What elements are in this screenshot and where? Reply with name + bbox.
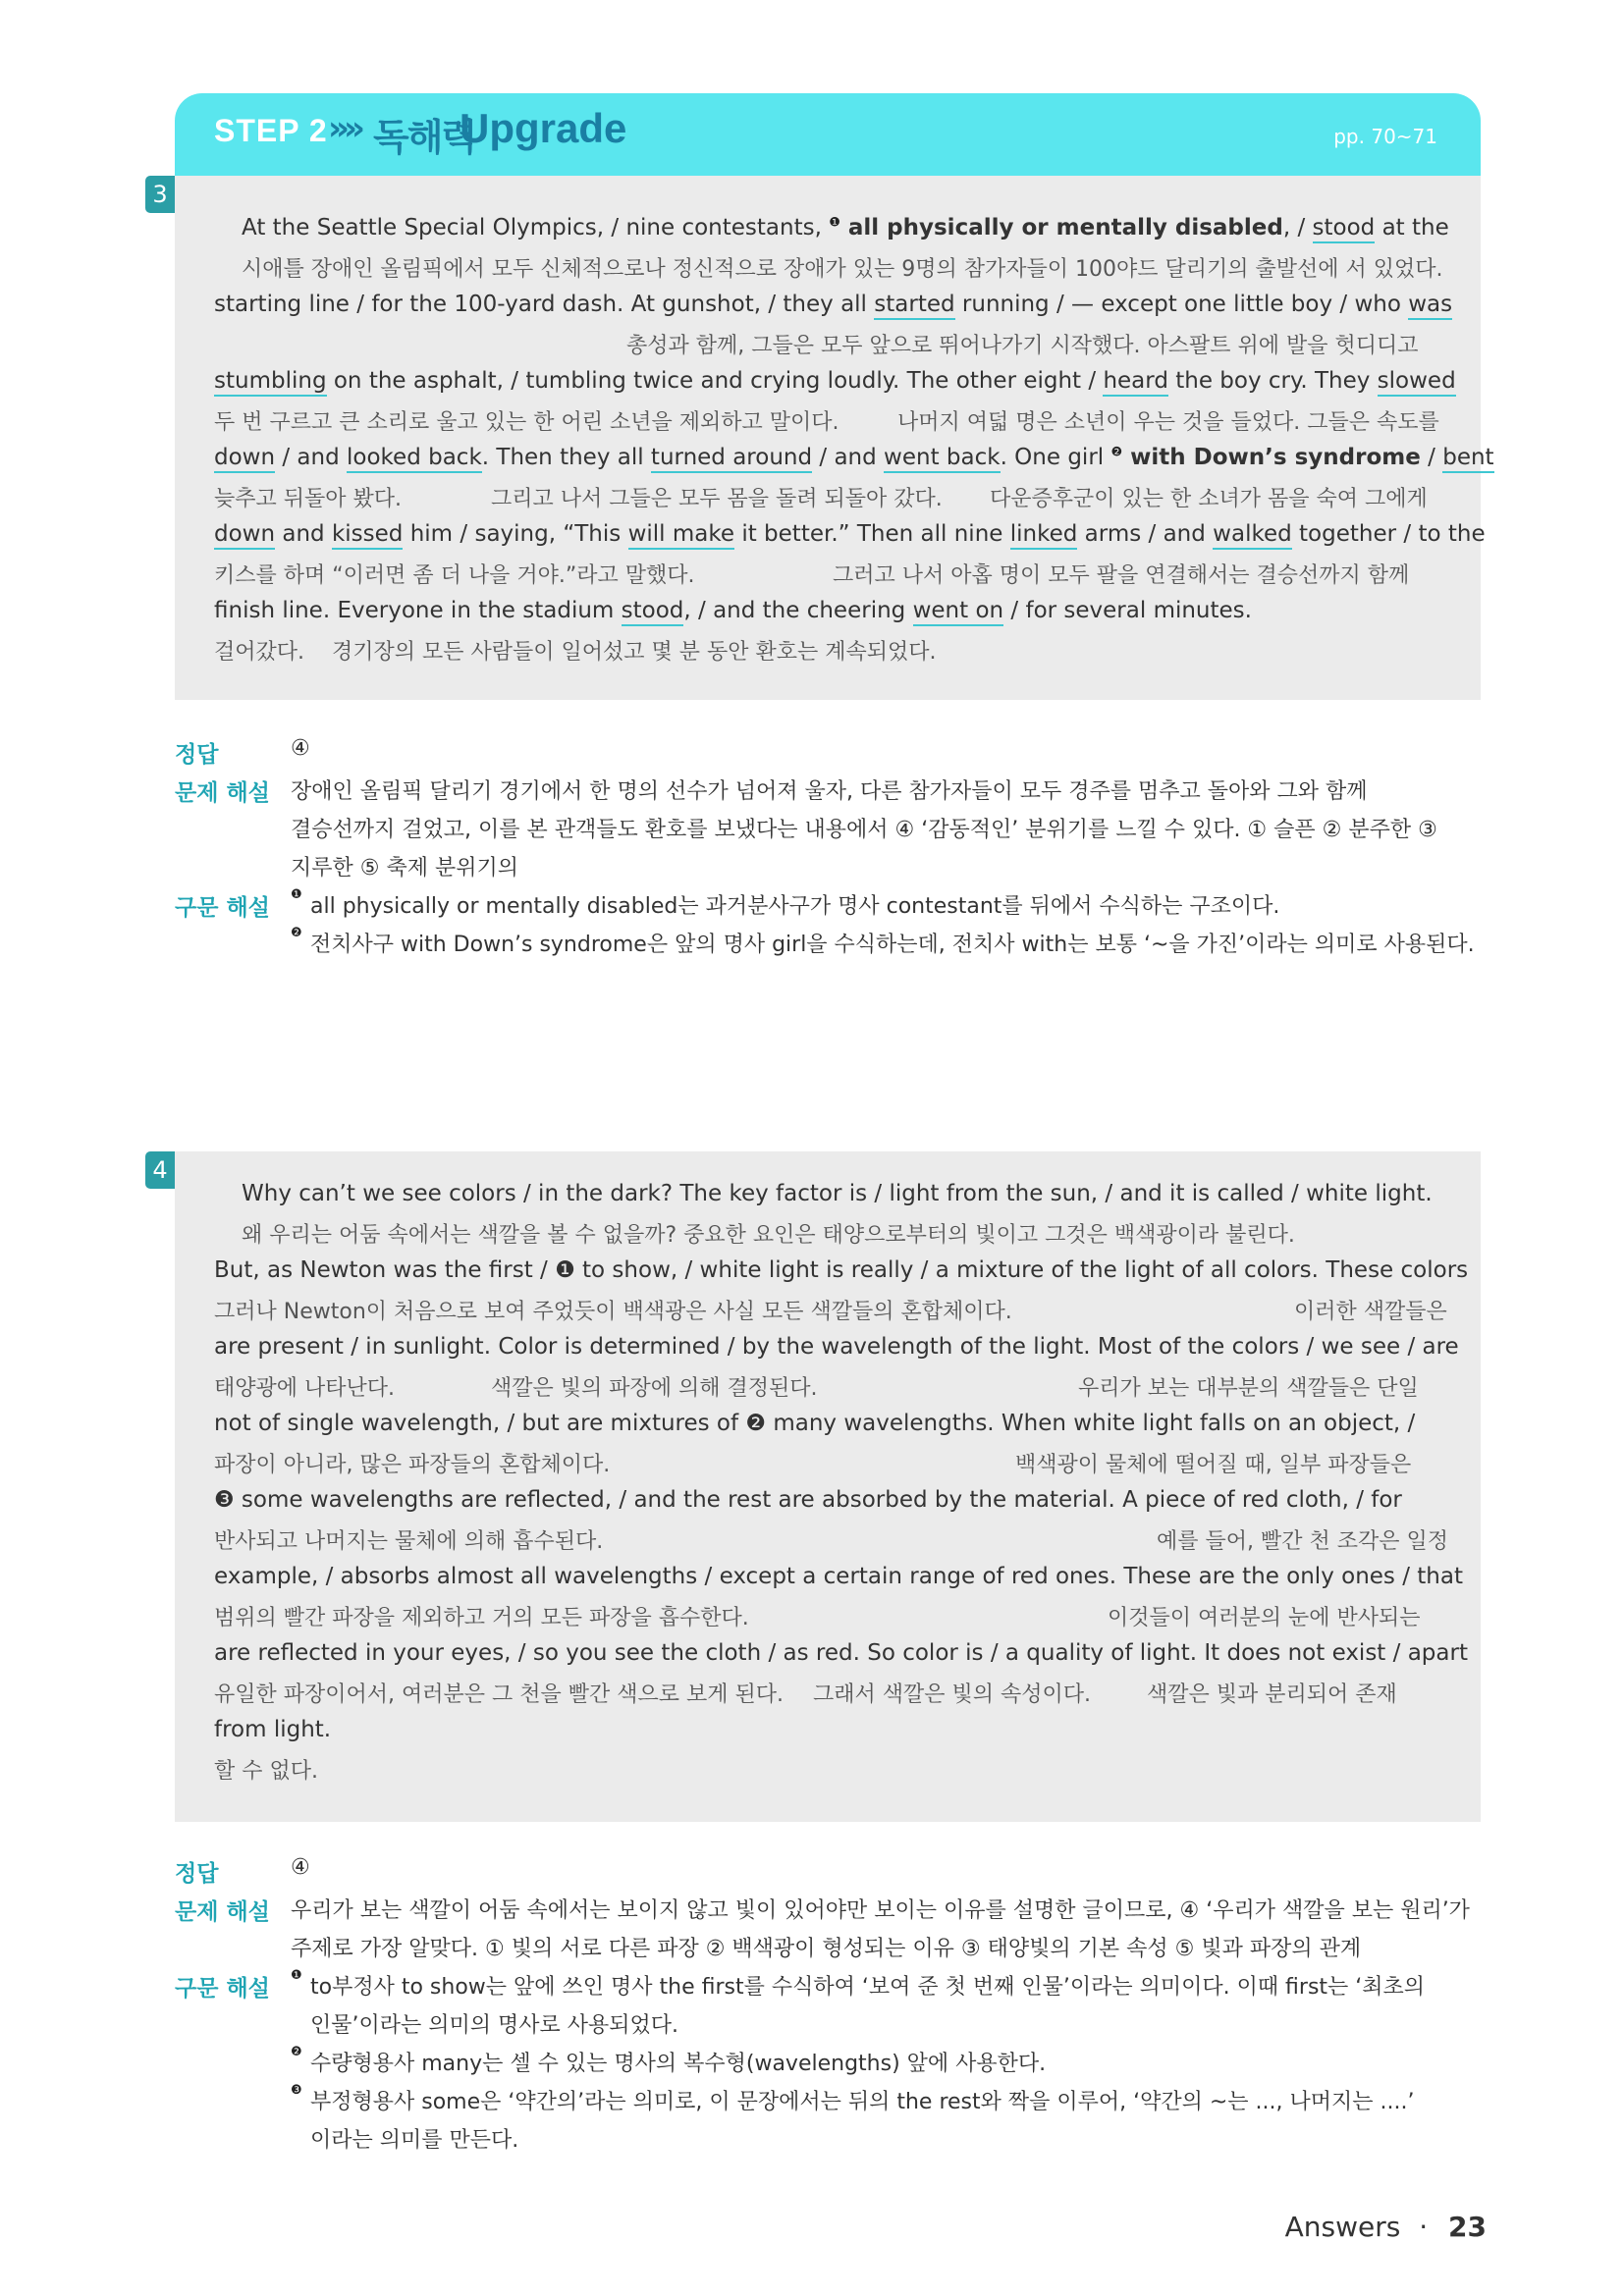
passage-3	[175, 176, 1494, 700]
step-label: STEP 2	[214, 113, 328, 148]
section-title-en: Upgrade	[460, 105, 627, 151]
passage-line-ko: 그래서 색깔은 빛의 속성이다.	[813, 1682, 1091, 1707]
passage-line-en: from light.	[214, 1717, 332, 1742]
passage-line-en: ❸ some wavelengths are reflected, / and the rest are absorbed by the material. A piece of red cloth, / for	[214, 1487, 1402, 1513]
grammar-line: 이라는 의미를 만든다.	[310, 2128, 519, 2153]
grammar-line: to부정사 to show는 앞에 쓰인 명사 the first를 수식하여 ‘보여 준 첫 번째 인물’이라는 의미이다. 이때 first는 ‘최초의	[310, 1975, 1426, 2000]
marker-2: ❷	[291, 2045, 302, 2059]
passage-line-ko: 반사되고 나머지는 물체에 의해 흡수된다.	[214, 1529, 604, 1554]
page-footer	[1285, 2211, 1487, 2243]
section-header	[175, 93, 1481, 176]
passage-line-en: are reflected in your eyes, / so you see the cloth / as red. So color is / a quality of light. It does not exist / apart	[214, 1640, 1468, 1666]
grammar-line: 수량형용사 many는 셀 수 있는 명사의 복수형(wavelengths) 앞에 사용한다.	[310, 2052, 1047, 2076]
explain-line: 지루한 ⑤ 축제 분위기의	[291, 856, 518, 881]
passage-line-en: down and kissed him / saying, “This will make it better.” Then all nine linked arms / and walked together / to the	[214, 521, 1486, 550]
passage-4	[175, 1151, 1481, 1822]
question-number-4: 4	[145, 1151, 175, 1189]
passage-line-ko: 이러한 색깔들은	[1294, 1300, 1447, 1324]
passage-line-en: Why can’t we see colors / in the dark? The key factor is / light from the sun, / and it is called / white light.	[242, 1181, 1433, 1206]
passage-line-ko: 시애틀 장애인 올림픽에서 모두 신체적으로나 정신적으로 장애가 있는 9명의 참가자들이 100야드 달리기의 출발선에 서 있었다.	[242, 257, 1443, 282]
passage-line-ko: 걸어갔다.	[214, 640, 305, 665]
passage-line-ko: 우리가 보는 대부분의 색깔들은 단일	[1078, 1376, 1419, 1401]
grammar-line: 부정형용사 some은 ‘약간의’라는 의미로, 이 문장에서는 뒤의 the rest와 짝을 이루어, ‘약간의 ~는 ..., 나머지는 ....’	[310, 2090, 1415, 2114]
passage-line-ko: 파장이 아니라, 많은 파장들의 혼합체이다.	[214, 1453, 611, 1477]
passage-line-ko: 할 수 없다.	[214, 1759, 318, 1784]
passage-line-ko: 그리고 나서 그들은 모두 몸을 돌려 되돌아 갔다.	[491, 487, 943, 511]
grammar-label: 구문 해설	[175, 1976, 270, 2002]
passage-line-ko: 두 번 구르고 큰 소리로 울고 있는 한 어린 소년을 제외하고 말이다.	[214, 410, 839, 435]
explain-label: 문제 해설	[175, 1899, 270, 1925]
marker-1: ❶	[291, 887, 302, 902]
footer-dot: ·	[1419, 2211, 1429, 2243]
question-number-3: 3	[145, 176, 175, 213]
page-range: pp. 70~71	[1333, 125, 1437, 148]
answer-label: 정답	[175, 1861, 219, 1887]
passage-line-ko: 백색광이 물체에 떨어질 때, 일부 파장들은	[1015, 1453, 1412, 1477]
marker-3: ❸	[291, 2083, 302, 2098]
passage-line-ko: 그러고 나서 아홉 명이 모두 팔을 연결해서는 결승선까지 함께	[833, 563, 1410, 588]
passage-line-ko: 이것들이 여러분의 눈에 반사되는	[1108, 1606, 1421, 1630]
answer-value: ④	[291, 736, 310, 761]
marker-1: ❶	[291, 1968, 302, 1983]
passage-line-en: are present / in sunlight. Color is determined / by the wavelength of the light. Most of the colors / we see / are	[214, 1334, 1459, 1360]
passage-line-ko: 나머지 여덟 명은 소년이 우는 것을 들었다. 그들은 속도를	[897, 410, 1439, 435]
passage-line-ko: 태양광에 나타난다.	[214, 1376, 396, 1401]
passage-line-en: But, as Newton was the first / ❶ to show, / white light is really / a mixture of the light of all colors. These colors	[214, 1257, 1469, 1283]
explain-line: 결승선까지 걸었고, 이를 본 관객들도 환호를 보냈다는 내용에서 ④ ‘감동적인’ 분위기를 느낄 수 있다. ① 슬픈 ② 분주한 ③	[291, 818, 1437, 842]
footer-label: Answers	[1284, 2211, 1401, 2243]
passage-line-en: down / and looked back. Then they all turned around / and went back. One girl $^❷$ with Down’s syndrome / bent	[214, 445, 1494, 473]
passage-line-ko: 범위의 빨간 파장을 제외하고 거의 모든 파장을 흡수한다.	[214, 1606, 749, 1630]
passage-line-ko: 키스를 하며 “이러면 좀 더 나을 거야.”라고 말했다.	[214, 563, 695, 588]
passage-line-ko: 예를 들어, 빨간 천 조각은 일정	[1157, 1529, 1448, 1554]
passage-line-en: starting line / for the 100-yard dash. At gunshot, / they all started running / — except one little boy / who was	[214, 292, 1452, 320]
section-title-ko: 독해력	[373, 116, 476, 159]
passage-line-ko: 경기장의 모든 사람들이 일어섰고 몇 분 동안 환호는 계속되었다.	[332, 640, 937, 665]
grammar-line: 전치사구 with Down’s syndrome은 앞의 명사 girl을 수식하는데, 전치사 with는 보통 ‘~을 가진’이라는 의미로 사용된다.	[310, 933, 1475, 957]
answer-value: ④	[291, 1855, 310, 1880]
passage-line-ko: 유일한 파장이어서, 여러분은 그 천을 빨간 색으로 보게 된다.	[214, 1682, 784, 1707]
explain-line: 주제로 가장 알맞다. ① 빛의 서로 다른 파장 ② 백색광이 형성되는 이유 ③ 태양빛의 기본 속성 ⑤ 빛과 파장의 관계	[291, 1937, 1362, 1961]
page-number: 23	[1448, 2211, 1487, 2243]
passage-line-ko: 그러나 Newton이 처음으로 보여 주었듯이 백색광은 사실 모든 색깔들의 혼합체이다.	[214, 1300, 1012, 1324]
answer-label: 정답	[175, 742, 219, 768]
passage-line-ko: 총성과 함께, 그들은 모두 앞으로 뛰어나가기 시작했다. 아스팔트 위에 발을 헛디디고	[626, 334, 1419, 358]
explain-line: 우리가 보는 색깔이 어둠 속에서는 보이지 않고 빛이 있어야만 보이는 이유를 설명한 글이므로, ④ ‘우리가 색깔을 보는 원리’가	[291, 1898, 1470, 1923]
passage-line-en: At the Seattle Special Olympics, / nine contestants, $^❶$ all physically or mentally disabled, / stood at the	[242, 215, 1449, 243]
passage-line-ko: 왜 우리는 어둠 속에서는 색깔을 볼 수 없을까? 중요한 요인은 태양으로부터의 빛이고 그것은 백색광이라 불린다.	[242, 1223, 1295, 1248]
grammar-label: 구문 해설	[175, 895, 270, 921]
grammar-line: 인물’이라는 의미의 명사로 사용되었다.	[310, 2013, 678, 2038]
passage-line-en: stumbling on the asphalt, / tumbling twice and crying loudly. The other eight / heard the boy cry. They slowed	[214, 368, 1456, 397]
passage-line-ko: 색깔은 빛의 파장에 의해 결정된다.	[491, 1376, 818, 1401]
passage-line-ko: 다운증후군이 있는 한 소녀가 몸을 숙여 그에게	[990, 487, 1428, 511]
passage-line-en: finish line. Everyone in the stadium stood, / and the cheering went on / for several minutes.	[214, 598, 1252, 626]
passage-line-en: example, / absorbs almost all wavelengths / except a certain range of red ones. These are the only ones / that	[214, 1564, 1463, 1589]
passage-line-ko: 색깔은 빛과 분리되어 존재	[1147, 1682, 1397, 1707]
passage-line-ko: 늦추고 뒤돌아 봤다.	[214, 487, 402, 511]
double-chevron-icon: »»	[328, 109, 359, 148]
explain-label: 문제 해설	[175, 780, 270, 806]
grammar-line: all physically or mentally disabled는 과거분사구가 명사 contestant를 뒤에서 수식하는 구조이다.	[310, 894, 1280, 919]
marker-2: ❷	[291, 926, 302, 940]
explain-line: 장애인 올림픽 달리기 경기에서 한 명의 선수가 넘어져 울자, 다른 참가자들이 모두 경주를 멈추고 돌아와 그와 함께	[291, 779, 1368, 804]
passage-line-en: not of single wavelength, / but are mixtures of ❷ many wavelengths. When white light falls on an object, /	[214, 1411, 1416, 1436]
